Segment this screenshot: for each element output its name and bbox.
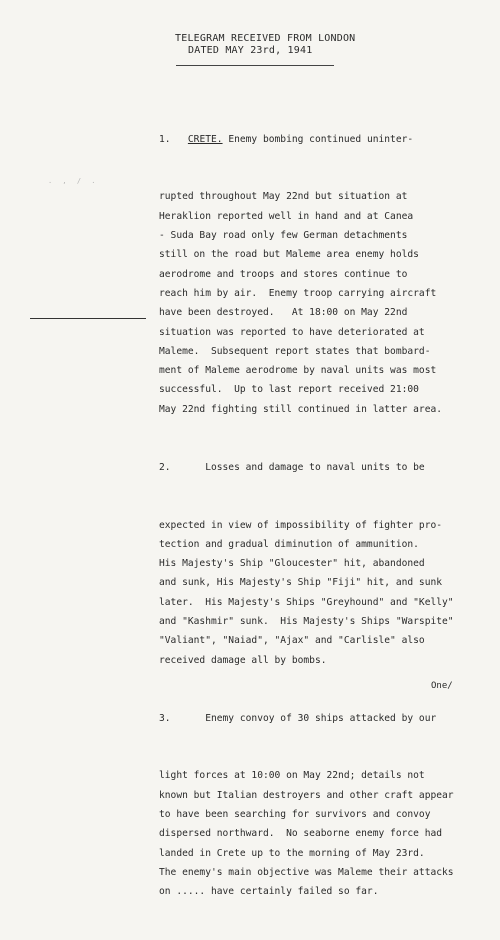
- body-line: tection and gradual diminution of ammunition.: [159, 538, 419, 550]
- body-line: to have been searching for survivors and convoy: [159, 808, 431, 820]
- body-line: on ..... have certainly failed so far.: [159, 886, 379, 898]
- body-line: - Suda Bay road only few German detachments: [159, 230, 408, 242]
- body-line: ment of Maleme aerodrome by naval units was most: [159, 365, 437, 377]
- para-1-number: 1.: [159, 133, 171, 145]
- body-line: and "Kashmir" sunk. His Majesty's Ships "Warspite": [159, 616, 454, 628]
- body-line: May 22nd fighting still continued in latter area.: [159, 403, 443, 415]
- para-1-first-line: [159, 130, 477, 149]
- para-3-first-line: 3. Enemy convoy of 30 ships attacked by our: [159, 712, 437, 724]
- body-line: aerodrome and troops and stores continue to: [159, 268, 408, 280]
- para-1-heading: CRETE.: [187, 133, 223, 145]
- body-line: still on the road but Maleme area enemy holds: [159, 249, 419, 261]
- body-line: dispersed northward. No seaborne enemy force had: [159, 828, 443, 840]
- page-continuation: One/: [431, 681, 453, 691]
- body-line: known but Italian destroyers and other craft appear: [159, 789, 454, 801]
- para-1-lines: [159, 187, 477, 419]
- body-line: rupted throughout May 22nd but situation at: [159, 191, 408, 203]
- para-2-lines: [159, 516, 477, 670]
- body-line: reach him by air. Enemy troop carrying aircraft: [159, 287, 437, 299]
- body-line: situation was reported to have deteriorated at: [159, 326, 425, 338]
- body-line: and sunk, His Majesty's Ship "Fiji" hit, and sunk: [159, 577, 443, 589]
- body-line: "Valiant", "Naiad", "Ajax" and "Carlisle" also: [159, 635, 425, 647]
- margin-marks: . , / .: [48, 177, 99, 185]
- header-line-1: TELEGRAM RECEIVED FROM LONDON: [175, 33, 356, 44]
- body-line: expected in view of impossibility of fighter pro-: [159, 519, 443, 531]
- para-2-first-line: 2. Losses and damage to naval units to be: [159, 461, 425, 473]
- body-line: successful. Up to last report received 21:00: [159, 384, 419, 396]
- body-line: landed in Crete up to the morning of May 23rd.: [159, 847, 425, 859]
- body-line: Heraklion reported well in hand and at Canea: [159, 210, 414, 222]
- body-line: His Majesty's Ship "Gloucester" hit, abandoned: [159, 558, 425, 570]
- header-rule: [176, 65, 334, 66]
- body-line: The enemy's main objective was Maleme their attacks: [159, 866, 454, 878]
- para-1-first-text: Enemy bombing continued uninter-: [222, 133, 414, 145]
- body-line: Maleme. Subsequent report states that bombard-: [159, 345, 431, 357]
- body-line: have been destroyed. At 18:00 on May 22nd: [159, 307, 408, 319]
- telegram-header: [175, 33, 355, 57]
- para-3-lines: [159, 766, 477, 901]
- body-line: received damage all by bombs.: [159, 654, 327, 666]
- margin-line: [30, 318, 146, 319]
- telegram-body: [159, 91, 477, 940]
- body-line: light forces at 10:00 on May 22nd; details not: [159, 770, 425, 782]
- body-line: later. His Majesty's Ships "Greyhound" and "Kelly": [159, 596, 454, 608]
- header-line-2: DATED MAY 23rd, 1941: [188, 45, 313, 56]
